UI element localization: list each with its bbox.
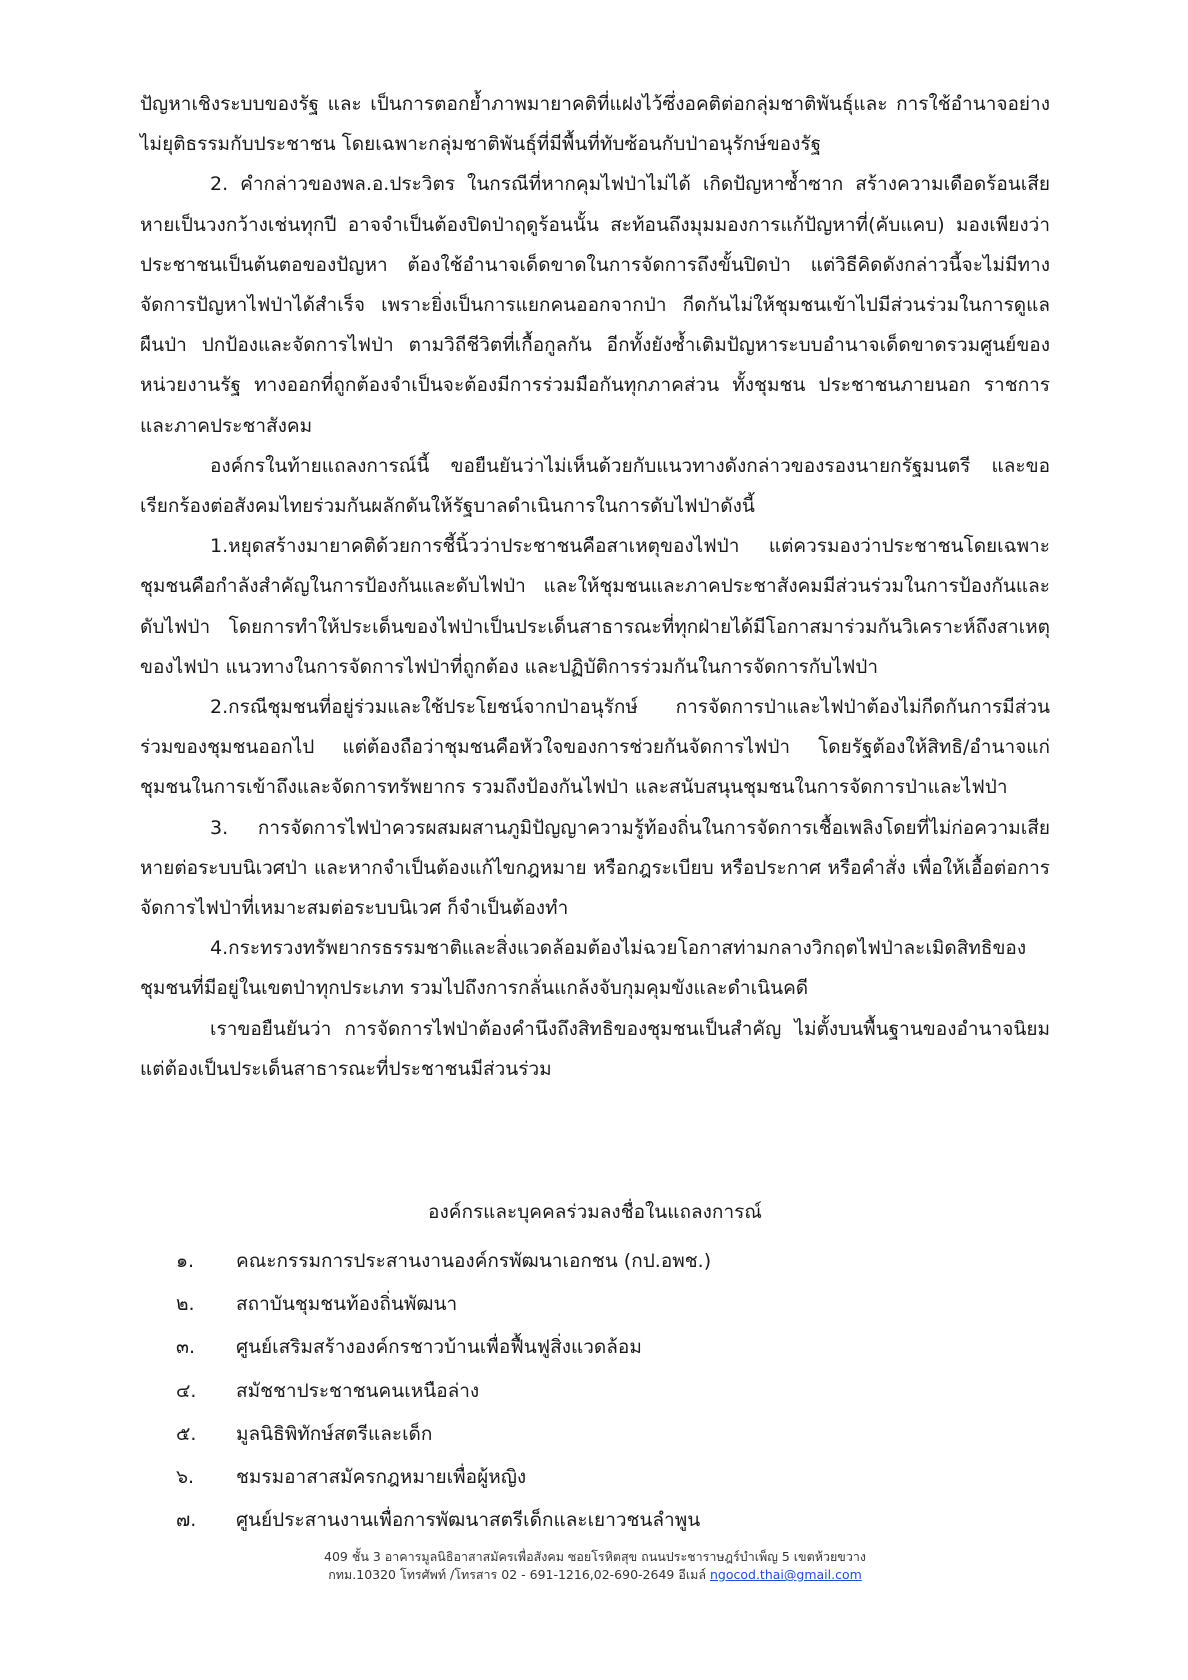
signer-item xyxy=(176,1499,996,1542)
paragraph: 3. การจัดการไฟป่าควรผสมผสานภูมิปัญญาความรู้ท้องถิ่นในการจัดการเชื้อเพลิงโดยที่ไม่ก่อความเสียหายต่อระบบนิเวศป่า และหากจำเป็นต้องแก้ไขกฎหมาย หรือกฎระเบียบ หรือประกาศ หรือคำสั่ง เพื่อให้เอื้อต่อการจัดการไฟป่าที่เหมาะสมต่อระบบนิเวศ ก็จำเป็นต้องทำ xyxy=(140,816,1050,920)
signer-number: ๔. xyxy=(176,1379,197,1402)
paragraph: 2. คำกล่าวของพล.อ.ประวิตร ในกรณีที่หากคุมไฟป่าไม่ได้ เกิดปัญหาซ้ำซาก สร้างความเดือดร้อนเสียหายเป็นวงกว้างเช่นทุกปี อาจจำเป็นต้องปิดป่าฤดูร้อนนั้น สะท้อนถึงมุมมองการแก้ปัญหาที่(คับแคบ) มองเพียงว่าประชาชนเป็นต้นตอของปัญหา ต้องใช้อำนาจเด็ดขาดในการจัดการถึงขั้นปิดป่า แต่วิธีคิดดังกล่าวนี้จะไม่มีทางจัดการปัญหาไฟป่าได้สำเร็จ เพราะยิ่งเป็นการแยกคนออกจากป่า กีดกันไม่ให้ชุมชนเข้าไปมีส่วนร่วมในการดูแลผืนป่า ปกป้องและจัดการไฟป่า ตามวิถีชีวิตที่เกื้อกูลกัน อีกทั้งยังซ้ำเติมปัญหาระบบอำนาจเด็ดขาดรวมศูนย์ของหน่วยงานรัฐ ทางออกที่ถูกต้องจำเป็นจะต้องมีการร่วมมือกันทุกภาคส่วน ทั้งชุมชน ประชาชนภายนอก ราชการ และภาคประชาสังคม xyxy=(140,173,1050,437)
footer-phone-text: กทม.10320 โทรศัพท์ /โทรสาร 02 - 691-1216,02-690-2649 อีเมล์ xyxy=(328,1567,710,1582)
paragraph: 4.กระทรวงทรัพยากรธรรมชาติและสิ่งแวดล้อมต้องไม่ฉวยโอกาสท่ามกลางวิกฤตไฟป่าละเมิดสิทธิของชุมชนที่มีอยู่ในเขตป่าทุกประเภท รวมไปถึงการกลั่นแกล้งจับกุมคุมขังและดำเนินคดี xyxy=(140,937,1027,1000)
signer-number: ๒. xyxy=(176,1293,195,1316)
signer-item xyxy=(176,1370,996,1413)
signers-list xyxy=(176,1240,996,1542)
signer-item xyxy=(176,1456,996,1499)
signer-item xyxy=(176,1240,996,1283)
signer-name: สถาบันชุมชนท้องถิ่นพัฒนา xyxy=(236,1293,458,1316)
signer-name: ศูนย์เสริมสร้างองค์กรชาวบ้านเพื่อฟื้นฟูสิ่งแวดล้อม xyxy=(236,1336,642,1359)
signer-name: ชมรมอาสาสมัครกฎหมายเพื่อผู้หญิง xyxy=(236,1465,527,1488)
signer-name: สมัชชาประชาชนคนเหนือล่าง xyxy=(236,1379,480,1402)
signer-item xyxy=(176,1413,996,1456)
paragraph: 2.กรณีชุมชนที่อยู่ร่วมและใช้ประโยชน์จากป่าอนุรักษ์ การจัดการป่าและไฟป่าต้องไม่กีดกันการมีส่วนร่วมของชุมชนออกไป แต่ต้องถือว่าชุมชนคือหัวใจของการช่วยกันจัดการไฟป่า โดยรัฐต้องให้สิทธิ/อำนาจแก่ชุมชนในการเข้าถึงและจัดการทรัพยากร รวมถึงป้องกันไฟป่า และสนับสนุนชุมชนในการจัดการป่าและไฟป่า xyxy=(140,696,1050,799)
footer-contact-line xyxy=(140,1566,1050,1584)
paragraph: เราขอยืนยันว่า การจัดการไฟป่าต้องคำนึงถึงสิทธิของชุมชนเป็นสำคัญ ไม่ตั้งบนพื้นฐานของอำนาจนิยม แต่ต้องเป็นประเด็นสาธารณะที่ประชาชนมีส่วนร่วม xyxy=(140,1017,1050,1080)
signer-number: ๕. xyxy=(176,1422,197,1445)
signer-number: ๗. xyxy=(176,1509,197,1532)
email-link[interactable]: ngocod.thai@gmail.com xyxy=(710,1567,862,1582)
signer-item xyxy=(176,1283,996,1326)
signer-item xyxy=(176,1326,996,1369)
signer-name: มูลนิธิพิทักษ์สตรีและเด็ก xyxy=(236,1422,433,1445)
paragraph: 1.หยุดสร้างมายาคติด้วยการชี้นิ้วว่าประชาชนคือสาเหตุของไฟป่า แต่ควรมองว่าประชาชนโดยเฉพาะชุมชนคือกำลังสำคัญในการป้องกันและดับไฟป่า และให้ชุมชนและภาคประชาสังคมมีส่วนร่วมในการป้องกันและดับไฟป่า โดยการทำให้ประเด็นของไฟป่าเป็นประเด็นสาธารณะที่ทุกฝ่ายได้มีโอกาสมาร่วมกันวิเคราะห์ถึงสาเหตุของไฟป่า แนวทางในการจัดการไฟป่าที่ถูกต้อง และปฏิบัติการร่วมกันในการจัดการกับไฟป่า xyxy=(140,535,1050,678)
paragraph: ปัญหาเชิงระบบของรัฐ และ เป็นการตอกย้ำภาพมายาคติที่แฝงไว้ซึ่งอคติต่อกลุ่มชาติพันธุ์และ การใช้อำนาจอย่างไม่ยุติธรรมกับประชาชน โดยเฉพาะกลุ่มชาติพันธุ์ที่มีพื้นที่ทับซ้อนกับป่าอนุรักษ์ของรัฐ xyxy=(140,93,1050,156)
signer-number: ๓. xyxy=(176,1336,196,1359)
signer-name: ศูนย์ประสานงานเพื่อการพัฒนาสตรีเด็กและเยาวชนลำพูน xyxy=(236,1509,701,1532)
signer-number: ๖. xyxy=(176,1465,195,1488)
paragraph: องค์กรในท้ายแถลงการณ์นี้ ขอยืนยันว่าไม่เห็นด้วยกับแนวทางดังกล่าวของรองนายกรัฐมนตรี และขอเรียกร้องต่อสังคมไทยร่วมกันผลักดันให้รัฐบาลดำเนินการในการดับไฟป่าดังนี้ xyxy=(140,454,1050,518)
signer-number: ๑. xyxy=(176,1250,195,1272)
signer-name: คณะกรรมการประสานงานองค์กรพัฒนาเอกชน (กป.อพช.) xyxy=(236,1250,712,1272)
signers-heading: องค์กรและบุคคลร่วมลงชื่อในแถลงการณ์ xyxy=(428,1201,762,1223)
address-footer xyxy=(140,1548,1050,1584)
statement-body xyxy=(140,84,1050,1089)
footer-address-line: 409 ชั้น 3 อาคารมูลนิธิอาสาสมัครเพื่อสังคม ซอยโรหิตสุข ถนนประชาราษฎร์บำเพ็ญ 5 เขตห้วยขวาง xyxy=(324,1549,866,1564)
